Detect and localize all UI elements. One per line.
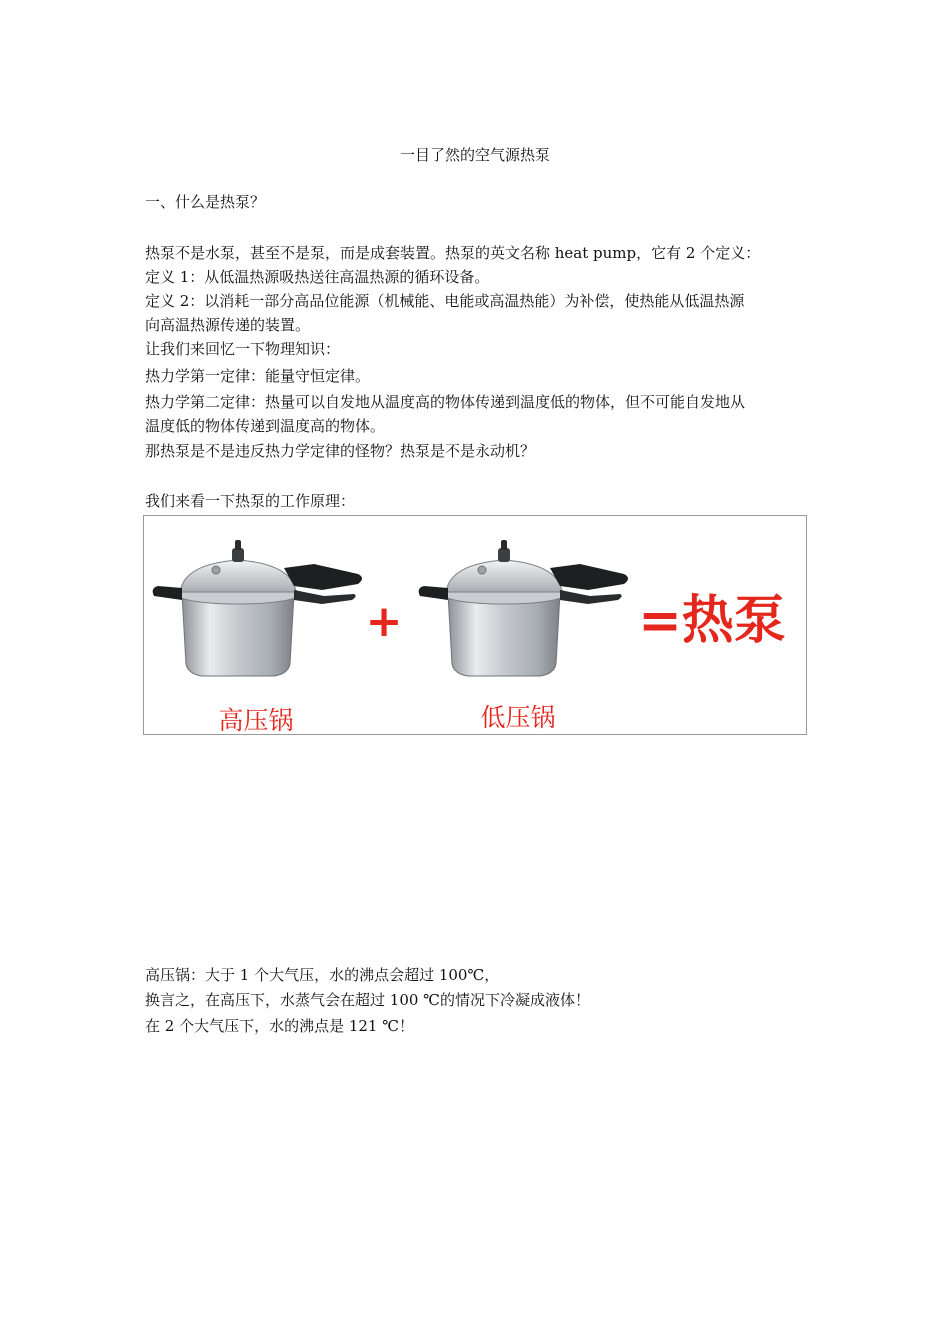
pressure-cooker-figure [143,515,807,735]
paragraph-line: 热泵不是水泵，甚至不是泵，而是成套装置。热泵的英文名称 heat pump，它有 2 个定义： [145,244,761,262]
document-title: 一目了然的空气源热泵 [399,146,550,164]
low-pressure-cooker-image [419,540,628,676]
paragraph-line: 定义 1：从低温热源吸热送往高温热源的循环设备。 [145,268,490,286]
paragraph-line: 向高温热源传递的装置。 [145,316,311,334]
paragraph-line: 热力学第二定律：热量可以自发地从温度高的物体传递到温度低的物体，但不可能自发地从 [145,393,746,411]
figure-intro: 我们来看一下热泵的工作原理： [145,492,356,510]
section-heading: 一、什么是热泵？ [145,193,266,211]
low-pressure-cooker-label: 低压锅 [480,703,556,732]
paragraph-line: 定义 2：以消耗一部分高品位能源（机械能、电能或高温热能）为补偿，使热能从低温热源 [145,292,745,310]
plus-sign: + [365,596,403,647]
paragraph-line: 热力学第一定律：能量守恒定律。 [145,367,371,385]
paragraph-line: 高压锅：大于 1 个大气压，水的沸点会超过 100℃， [145,966,500,984]
paragraph-line: 在 2 个大气压下，水的沸点是 121 ℃！ [145,1017,415,1035]
paragraph-line: 那热泵是不是违反热力学定律的怪物？热泵是不是永动机？ [145,442,536,460]
paragraph-line: 让我们来回忆一下物理知识： [145,340,341,358]
paragraph-line: 温度低的物体传递到温度高的物体。 [145,417,386,435]
high-pressure-cooker-image [153,540,362,676]
high-pressure-cooker-label: 高压锅 [218,706,294,735]
heat-pump-result-label: =热泵 [638,591,786,651]
paragraph-line: 换言之，在高压下，水蒸气会在超过 100 ℃的情况下冷凝成液体！ [145,991,590,1009]
